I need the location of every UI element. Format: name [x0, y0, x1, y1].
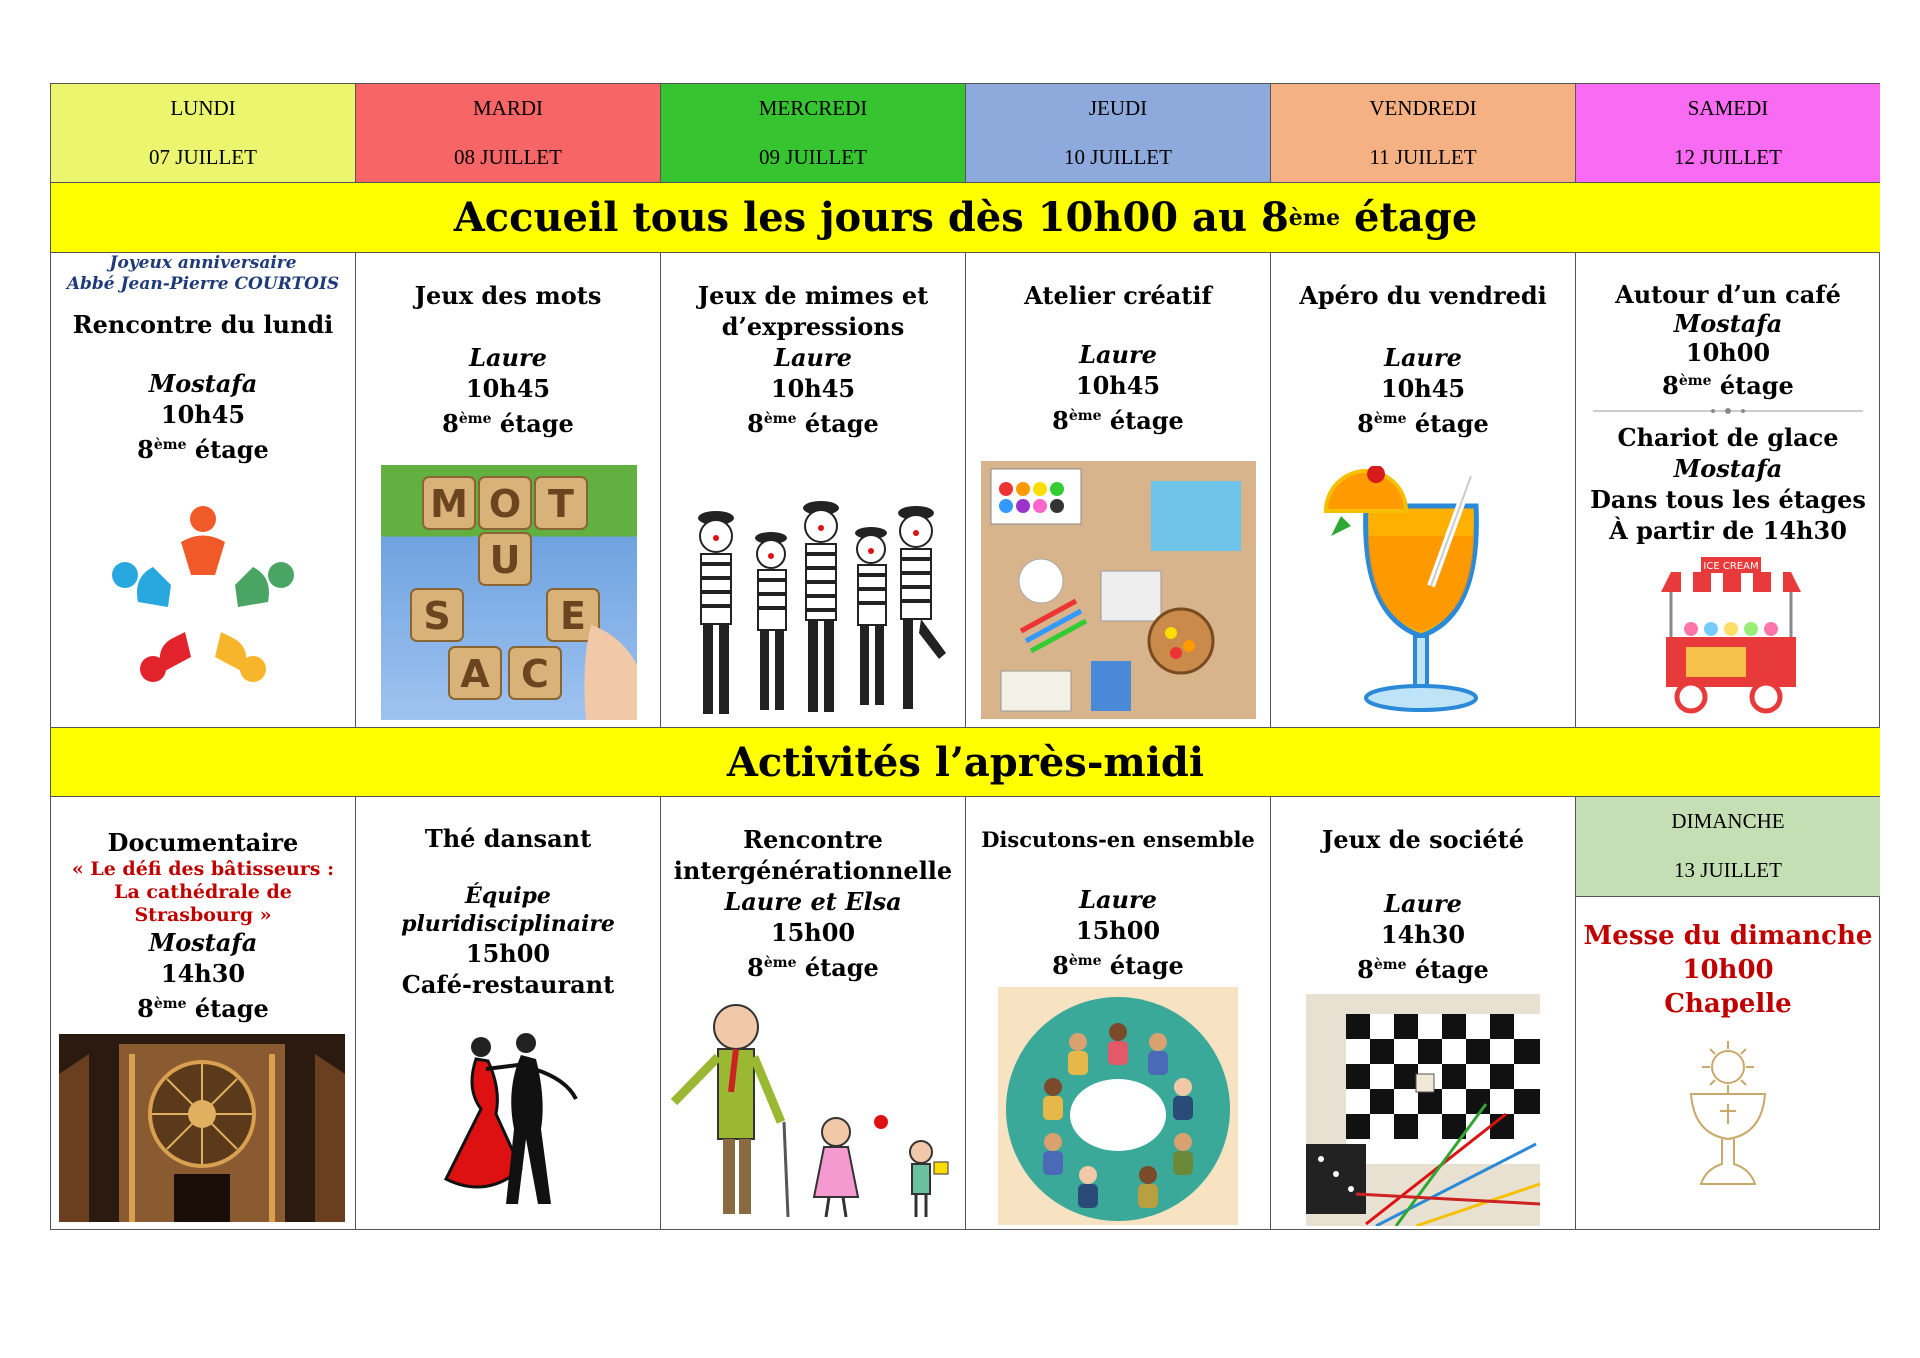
morning-mardi — [356, 253, 661, 728]
day-name: DIMANCHE — [1671, 809, 1785, 833]
day-header-mardi — [356, 84, 661, 183]
weekly-schedule-table — [50, 83, 1880, 1230]
day-date: 10 JUILLET — [1064, 145, 1172, 169]
documentary-subtitle-2: La cathédrale de — [114, 881, 292, 903]
activity-line-3: Dans tous les étages — [1590, 485, 1866, 514]
word-game-image — [381, 465, 637, 720]
activity-title: Autour d’un café — [1615, 280, 1841, 309]
activity-floor: 8ème étage — [1357, 955, 1489, 984]
activity-host: Mostafa — [148, 928, 258, 957]
documentary-subtitle-1: « Le défi des bâtisseurs : — [71, 858, 335, 880]
activity-host: Laure — [1079, 340, 1157, 369]
morning-lundi — [51, 253, 356, 728]
birthday-line-1: Joyeux anniversaire — [109, 253, 297, 273]
tile-letter: C — [521, 652, 549, 696]
activity-title: Rencontre du lundi — [72, 310, 334, 339]
activity-time: 10h00 — [1685, 338, 1771, 367]
activity-title-2: d’expressions — [721, 312, 905, 341]
activity-floor: 8ème étage — [1357, 409, 1489, 438]
day-name: SAMEDI — [1687, 96, 1769, 120]
activity-place: Café-restaurant — [401, 970, 615, 999]
chalice-icon — [1676, 1039, 1780, 1189]
activity-host-2: pluridisciplinaire — [401, 911, 615, 937]
discussion-circle-image — [998, 987, 1238, 1225]
activity-host: Laure et Elsa — [724, 887, 902, 916]
day-header-dimanche — [1576, 797, 1880, 897]
board-games-image — [1306, 994, 1540, 1226]
day-name: MARDI — [472, 96, 543, 120]
banner-sup: ème — [1288, 204, 1341, 231]
ice-cream-cart-image — [1656, 557, 1806, 717]
day-date: 12 JUILLET — [1674, 145, 1782, 169]
mimes-image — [676, 498, 956, 723]
tile-letter: E — [560, 594, 586, 638]
tile-letter: M — [430, 482, 468, 526]
activity-floor: 8ème étage — [137, 435, 269, 464]
tile-letter: U — [489, 538, 521, 582]
day-header-samedi — [1576, 84, 1880, 183]
mass-time: 10h00 — [1682, 955, 1774, 985]
afternoon-banner — [51, 728, 1880, 797]
afternoon-vendredi — [1271, 797, 1576, 1230]
activity-time: 10h45 — [1380, 374, 1466, 403]
banner-text: Activités l’après-midi — [726, 738, 1205, 786]
day-date: 11 JUILLET — [1369, 145, 1477, 169]
tile-letter: T — [548, 482, 574, 526]
day-name: MERCREDI — [758, 96, 868, 120]
documentary-subtitle-3: Strasbourg » — [134, 904, 272, 926]
activity-floor: 8ème étage — [1052, 406, 1184, 435]
mass-place: Chapelle — [1664, 989, 1792, 1019]
banner-tail: étage — [1340, 194, 1478, 241]
generations-image — [666, 992, 961, 1222]
mass-title: Messe du dimanche — [1583, 921, 1873, 951]
day-name: JEUDI — [1088, 96, 1148, 120]
activity-host: Mostafa — [1673, 309, 1783, 338]
activity-time: 15h00 — [465, 939, 551, 968]
morning-banner — [51, 183, 1880, 253]
day-name: LUNDI — [170, 96, 236, 120]
day-header-vendredi — [1271, 84, 1576, 183]
activity-host: Laure — [469, 343, 547, 372]
activity-title: Documentaire — [107, 828, 299, 857]
morning-mercredi — [661, 253, 966, 728]
activity-floor: 8ème étage — [442, 409, 574, 438]
activity-title: Apéro du vendredi — [1299, 281, 1547, 310]
ornamental-divider-icon — [1588, 404, 1868, 418]
morning-jeudi — [966, 253, 1271, 728]
day-header-jeudi — [966, 84, 1271, 183]
creative-workshop-image — [981, 461, 1256, 719]
cathedral-image — [59, 1034, 345, 1222]
afternoon-mardi — [356, 797, 661, 1230]
day-date: 13 JUILLET — [1674, 858, 1782, 882]
activity-floor: 8ème étage — [747, 409, 879, 438]
activity-line-4: À partir de 14h30 — [1609, 516, 1847, 545]
community-circle-image — [103, 497, 303, 697]
banner-text: Accueil tous les jours dès 10h00 au 8 — [453, 194, 1289, 241]
birthday-line-2: Abbé Jean-Pierre COURTOIS — [66, 274, 340, 294]
activity-time: 10h45 — [770, 374, 856, 403]
day-date: 08 JUILLET — [454, 145, 562, 169]
morning-samedi — [1576, 253, 1880, 728]
activity-title-2: intergénérationnelle — [673, 856, 953, 885]
dancing-couple-image — [426, 1029, 586, 1209]
activity-host: Laure — [1079, 885, 1157, 914]
activity-host-1: Équipe — [465, 883, 551, 909]
day-header-lundi — [51, 84, 356, 183]
tile-letter: S — [423, 594, 451, 638]
activity-title-1: Rencontre — [743, 825, 883, 854]
activity-time: 10h45 — [465, 374, 551, 403]
afternoon-dimanche — [1576, 897, 1880, 1230]
cocktail-image — [1321, 466, 1521, 724]
afternoon-lundi — [51, 797, 356, 1230]
activity-time: 14h30 — [160, 959, 246, 988]
activity-host-2: Mostafa — [1673, 454, 1783, 483]
activity-floor: 8ème étage — [1052, 951, 1184, 980]
day-date: 07 JUILLET — [149, 145, 257, 169]
activity-floor: 8ème étage — [1662, 371, 1794, 400]
activity-host: Laure — [1384, 889, 1462, 918]
activity-time: 14h30 — [1380, 920, 1466, 949]
activity-title: Atelier créatif — [1024, 281, 1212, 310]
tile-letter: O — [488, 482, 522, 526]
cart-sign: ICE CREAM — [1703, 561, 1759, 572]
day-name: VENDREDI — [1369, 96, 1477, 120]
activity-title-1: Jeux de mimes et — [697, 281, 929, 310]
activity-title: Thé dansant — [424, 824, 592, 853]
activity-time: 15h00 — [1075, 916, 1161, 945]
activity-time: 15h00 — [770, 918, 856, 947]
tile-letter: A — [460, 652, 490, 696]
activity-floor: 8ème étage — [747, 953, 879, 982]
afternoon-mercredi — [661, 797, 966, 1230]
activity-host: Mostafa — [148, 369, 258, 398]
activity-title-2: Chariot de glace — [1617, 423, 1839, 452]
activity-time: 10h45 — [1075, 371, 1161, 400]
afternoon-jeudi — [966, 797, 1271, 1230]
activity-title: Jeux de société — [1321, 825, 1525, 854]
activity-title: Discutons-en ensemble — [981, 827, 1255, 852]
activity-host: Laure — [774, 343, 852, 372]
day-date: 09 JUILLET — [759, 145, 867, 169]
activity-host: Laure — [1384, 343, 1462, 372]
activity-title: Jeux des mots — [414, 281, 602, 310]
morning-vendredi — [1271, 253, 1576, 728]
activity-floor: 8ème étage — [137, 994, 269, 1023]
day-header-mercredi — [661, 84, 966, 183]
activity-time: 10h45 — [160, 400, 246, 429]
